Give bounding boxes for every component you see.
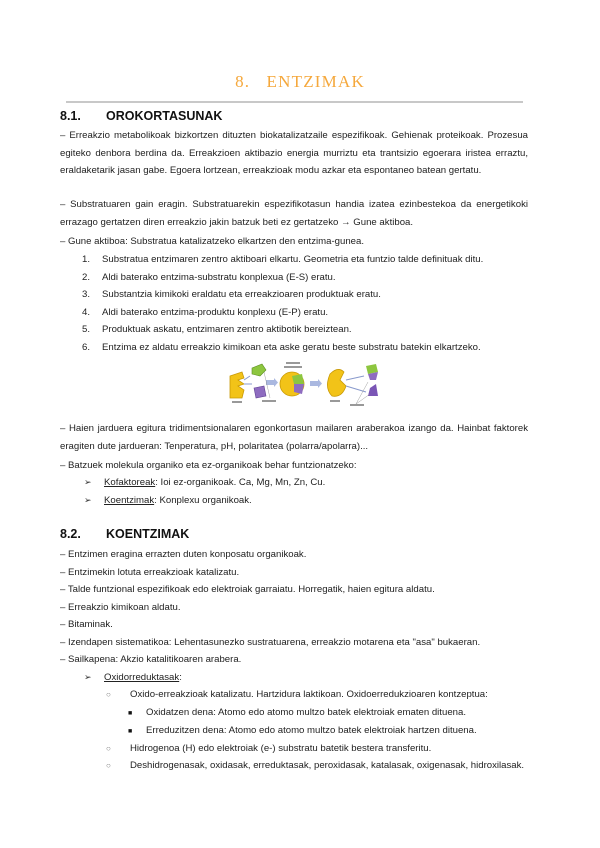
coenzyme-item: [84, 495, 252, 506]
subsubitem-text: Oxidatzen dena: Atomo edo atomo multzo batek elektroiak ematen dituena.: [146, 707, 466, 718]
subsubitem: [128, 725, 477, 736]
step-text: Aldi baterako entzima-produktu konplexu (E-P) eratu.: [102, 306, 329, 318]
list-line: – Izendapen sistematikoa: Lehentasunezko sustratuarena, erreakzio motarena eta "asa" bukaeran.: [60, 636, 481, 648]
step-item: [82, 254, 483, 265]
cofactor-text: : Ioi ez-organikoak. Ca, Mg, Mn, Zn, Cu.: [155, 477, 326, 488]
step-number: 6.: [82, 341, 91, 353]
coenzyme-term: Koentzimak: [104, 494, 155, 506]
class-term: Oxidorreduktasak: [104, 671, 180, 683]
step-number: 5.: [82, 324, 91, 335]
list-line: – Bitaminak.: [60, 619, 113, 630]
chapter-title: 8. ENTZIMAK: [235, 72, 365, 91]
subitem: [106, 743, 431, 754]
cofactor-term: Kofaktoreak: [104, 477, 156, 488]
section-number: 8.1.: [60, 109, 81, 123]
list-line: – Entzimekin lotuta erreakzioak katalizatu.: [60, 566, 240, 578]
subsubitem-text: Erreduzitzen dena: Atomo edo atomo multzo batek elektroiak hartzen dituena.: [146, 725, 477, 736]
step-text: Entzima ez aldatu erreakzio kimikoan eta aske geratu beste substratu batekin elkartzeko.: [102, 341, 481, 353]
section-title: KOENTZIMAK: [106, 527, 190, 541]
circle-bullet-icon: ○: [106, 743, 111, 753]
circle-bullet-icon: ○: [106, 761, 111, 770]
arrow-bullet-icon: ➢: [84, 671, 92, 682]
subitem-text: Oxido-erreakzioak katalizatu. Hartzidura laktikoan. Oxidoerredukzioaren kontzeptua:: [130, 689, 488, 700]
step-item: [82, 307, 328, 318]
step-item: [82, 289, 381, 300]
section-number: 8.2.: [60, 527, 81, 541]
arrow-bullet-icon: ➢: [84, 477, 92, 487]
step-number: 1.: [82, 254, 91, 265]
step-number: 3.: [82, 289, 91, 300]
step-item: [82, 342, 481, 353]
step-item: [82, 272, 336, 283]
step-text: Substratua entzimaren zentro aktiboari elkartu. Geometria eta funtzio talde definituak ditu.: [102, 254, 484, 265]
paragraph-definition: – Erreakzio metabolikoak bizkortzen dituzten biokatalizatzaile espezifikoak. Gehienak proteikoak. Prozesua egiteko denbora berdina da. Erreakzioen aktibazio energia murriztu eta trantsizio egoerara iristea erraztu, eraldaketarik jasan gabe. Egoera lortzean, erreakzioak modu azkar eta espontaneo batean gertatu.: [60, 130, 528, 177]
square-bullet-icon: ■: [128, 728, 133, 735]
step-item: [82, 324, 352, 335]
coenzyme-text: : Konplexu organikoak.: [154, 494, 252, 506]
square-bullet-icon: ■: [128, 710, 133, 717]
subitem-text: Hidrogenoa (H) edo elektroiak (e-) substratu batetik bestera transferitu.: [130, 742, 432, 754]
step-text: Produktuak askatu, entzimaren zentro aktibotik bereiztean.: [102, 324, 352, 335]
subsubitem: [128, 707, 466, 718]
arrow-bullet-icon: ➢: [84, 494, 92, 505]
list-line: – Erreakzio kimikoan aldatu.: [60, 601, 181, 613]
list-line: – Talde funtzional espezifikoak edo elektroiak garraiatu. Horregatik, haien egitura aldatu.: [60, 584, 435, 595]
section-title: OROKORTASUNAK: [106, 109, 223, 123]
section-heading-8-2: [60, 527, 189, 541]
list-line: – Entzimen eragina errazten duten konposatu organikoak.: [60, 549, 307, 560]
section-heading-8-1: [60, 109, 222, 123]
paragraph-activity-factors: – Haien jarduera egitura tridimentsionalaren egonkortasun mailaren araberakoa izango da. Hainbat faktorek eragiten dute jardueran: Tenperatura, pH, polaritatea (polarra/apolarra)...: [60, 423, 528, 452]
class-suffix: :: [179, 671, 182, 683]
cofactor-item: [84, 477, 325, 488]
subitem: [106, 689, 488, 700]
subitem: [106, 760, 524, 771]
step-number: 4.: [82, 306, 91, 318]
paragraph-cofactors-intro: – Batzuek molekula organiko eta ez-organikoak behar funtzionatzeko:: [60, 460, 357, 471]
subitem-text: Deshidrogenasak, oxidasak, erreduktasak, peroxidasak, katalasak, oxigenasak, hidroxilasak.: [130, 760, 525, 771]
enzyme-reaction-figure: [226, 358, 386, 412]
class-item-oxidoreductases: [84, 672, 182, 683]
step-text: Aldi baterako entzima-substratu konplexua (E-S) eratu.: [102, 271, 336, 283]
step-text: Substantzia kimikoki eraldatu eta erreakzioaren produktuak eratu.: [102, 289, 381, 300]
list-line: – Sailkapena: Akzio katalitikoaren arabera.: [60, 654, 242, 665]
step-number: 2.: [82, 271, 91, 283]
paragraph-active-site: – Gune aktiboa: Substratua katalizatzeko elkartzen den entzima-gunea.: [60, 236, 364, 247]
paragraph-substrate: – Substratuaren gain eragin. Substratuarekin espezifikotasun handia izatea ezinbestekoa da energetikoki errazago gertatzen diren erreakzio jakin batzuk beti ez gertatzeko → Gune aktiboa.: [60, 199, 528, 228]
title-divider: [66, 101, 523, 103]
circle-bullet-icon: ○: [106, 690, 111, 699]
